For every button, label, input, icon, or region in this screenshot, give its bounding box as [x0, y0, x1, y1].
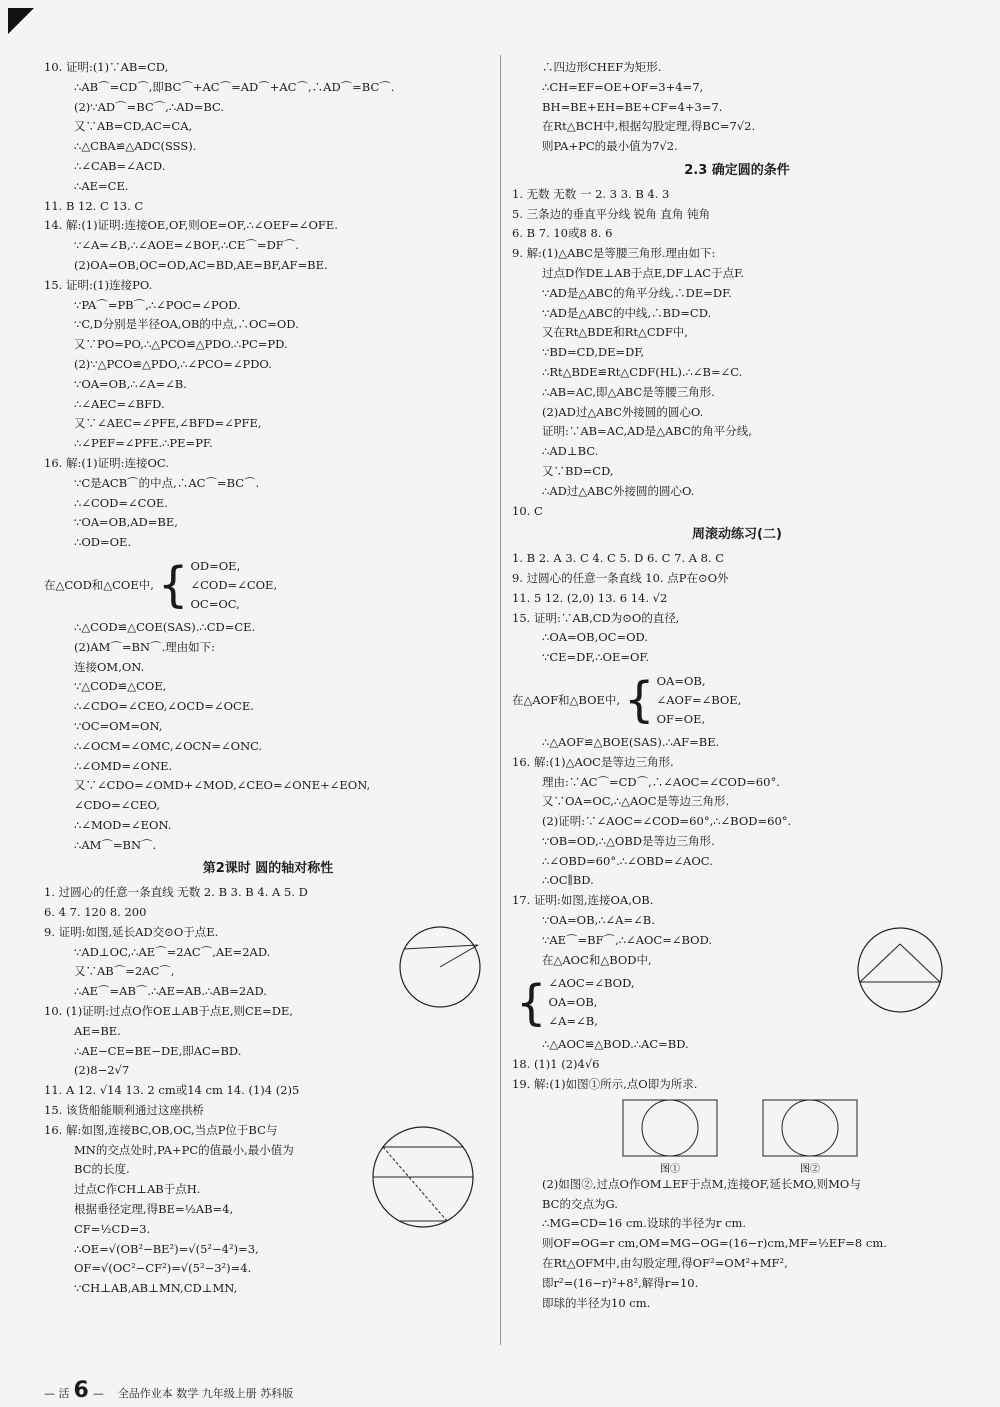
section-heading: 2.3 确定圆的条件 [684, 162, 790, 178]
text-line: 又∵∠AEC=∠PFE,∠BFD=∠PFE, [74, 416, 262, 431]
text-line: ∵AD是△ABC的中线,∴BD=CD. [542, 305, 712, 320]
brace-icon: { [624, 672, 655, 729]
text-line: 过点D作DE⊥AB于点E,DF⊥AC于点F. [542, 265, 744, 280]
text-line: ∵C是ACB⌒的中点,∴AC⌒=BC⌒. [74, 475, 260, 490]
text-line: ∵PA⌒=PB⌒,∴∠POC=∠POD. [74, 297, 241, 312]
text-line: 11. 5 12. (2,0) 13. 6 14. √2 [512, 590, 668, 605]
text-line: ∴CH=EF=OE+OF=3+4=7, [542, 79, 704, 94]
figure-label-2: 图② [800, 1164, 820, 1175]
text-line: ∵△COD≌△COE, [74, 679, 167, 694]
text-line: 在△AOC和△BOD中, [542, 952, 652, 967]
text-line: OA=OB, [548, 995, 598, 1010]
text-line: ∴AM⌒=BN⌒. [74, 837, 157, 852]
text-line: ∠COD=∠COE, [190, 577, 278, 592]
text-line: ∴AE⌒=AB⌒.∴AE=AB.∴AB=2AD. [74, 984, 267, 999]
brace-icon: { [516, 974, 547, 1031]
text-line: ∴AB=AC,即△ABC是等腰三角形. [542, 384, 715, 399]
text-line: 16. 解:(1)△AOC是等边三角形. [512, 754, 674, 769]
figure-rect-2 [755, 1090, 865, 1175]
brace-intro: 在△AOF和△BOE中, [512, 692, 621, 707]
text-line: ∵CH⊥AB,AB⊥MN,CD⊥MN, [74, 1281, 238, 1296]
text-line: 19. 解:(1)如图①所示,点O即为所求. [512, 1077, 698, 1092]
text-line: OF=√(OC²−CF²)=√(5²−3²)=4. [74, 1261, 252, 1276]
text-line: ∴△AOF≌△BOE(SAS).∴AF=BE. [542, 734, 720, 749]
text-line: ∵CE=DF,∴OE=OF. [542, 650, 650, 665]
brace-icon: { [157, 557, 189, 614]
text-line: 9. 解:(1)△ABC是等腰三角形.理由如下: [512, 246, 716, 261]
figure-label-1: 图① [660, 1164, 680, 1175]
brace-group-right [512, 672, 962, 729]
text-line: 16. 解:(1)证明:连接OC. [44, 455, 169, 470]
figure-space [512, 1095, 962, 1175]
text-line: OA=OB, [656, 673, 706, 688]
text-line: ∴AB⌒=CD⌒,即BC⌒+AC⌒=AD⌒+AC⌒,∴AD⌒=BC⌒. [74, 79, 395, 94]
text-line: ∵∠A=∠B,∴∠AOE=∠BOF,∴CE⌒=DF⌒. [74, 238, 299, 253]
text-line: 11. B 12. C 13. C [44, 198, 144, 213]
text-line: ∴AD⊥BC. [542, 444, 599, 459]
brace-group-left [44, 557, 492, 614]
text-line: 又∵OA=OC,∴△AOC是等边三角形. [542, 794, 730, 809]
page-number: 6 [73, 1378, 89, 1403]
text-line: BH=BE+EH=BE+CF=4+3=7. [542, 99, 723, 114]
text-line: ∠AOC=∠BOD, [548, 976, 635, 991]
text-line: ∴四边形CHEF为矩形. [542, 60, 662, 74]
text-line: 又在Rt△BDE和Rt△CDF中, [542, 325, 688, 340]
text-line: (2)OA=OB,OC=OD,AC=BD,AE=BF,AF=BE. [74, 257, 328, 272]
book-title: 全品作业本 数学 九年级上册 苏科版 [117, 1387, 294, 1400]
text-line: ∴OC∥BD. [542, 873, 594, 888]
left-column [44, 58, 492, 1299]
text-line: (2)∵△PCO≌△PDO,∴∠PCO=∠PDO. [74, 356, 272, 371]
figure-circle-9 [392, 915, 492, 1025]
text-line: 即r²=(16−r)²+8²,解得r=10. [542, 1275, 699, 1290]
text-line: ∠A=∠B, [548, 1014, 598, 1029]
text-line: (2)8−2√7 [74, 1063, 130, 1078]
text-line: ∵C,D分别是半径OA,OB的中点,∴OC=OD. [74, 317, 299, 332]
text-line: BC的长度. [74, 1162, 130, 1177]
footer-suffix: — [92, 1387, 104, 1400]
figure-circle-16 [365, 1115, 485, 1240]
text-line: 9. 证明:如图,延长AD交⊙O于点E. [44, 924, 219, 939]
text-line: 15. 证明:(1)连接PO. [44, 277, 153, 292]
text-line: ∴△CBA≌△ADC(SSS). [74, 139, 197, 154]
text-line: ∵OC=OM=ON, [74, 718, 163, 733]
text-line: 17. 证明:如图,连接OA,OB. [512, 893, 654, 908]
page-footer [44, 1378, 293, 1403]
text-line: ∴∠MOD=∠EON. [74, 817, 172, 832]
text-line: ∴∠CAB=∠ACD. [74, 158, 166, 173]
text-line: 证明:∵AB=AC,AD是△ABC的角平分线, [542, 424, 752, 439]
text-line: ∠AOF=∠BOE, [656, 692, 742, 707]
text-line: ∴AE−CE=BE−DE,即AC=BD. [74, 1043, 242, 1058]
text-line: ∵AE⌒=BF⌒,∴∠AOC=∠BOD. [542, 932, 713, 947]
text-line: 10. (1)证明:过点O作OE⊥AB于点E,则CE=DE, [44, 1004, 294, 1019]
text-line: 则OF=OG=r cm,OM=MG−OG=(16−r)cm,MF=½EF=8 cm. [542, 1236, 887, 1251]
text-line: 理由:∵AC⌒=CD⌒,∴∠AOC=∠COD=60°. [542, 774, 780, 789]
text-line: ∴OD=OE. [74, 535, 132, 550]
text-line: ∴MG=CD=16 cm.设球的半径为r cm. [542, 1216, 747, 1231]
text-line: 在Rt△OFM中,由勾股定理,得OF²=OM²+MF², [542, 1256, 788, 1271]
text-line: (2)如图②,过点O作OM⊥EF于点M,连接OF,延长MO,则MO与 [542, 1176, 861, 1191]
text-line: ∠CDO=∠CEO, [74, 798, 160, 813]
text-line: 1. B 2. A 3. C 4. C 5. D 6. C 7. A 8. C [512, 551, 725, 566]
section-heading: 周滚动练习(二) [692, 527, 782, 543]
section-heading: 第2课时 圆的轴对称性 [202, 861, 334, 877]
text-line: 连接OM,ON. [74, 659, 145, 674]
text-line: 根据垂径定理,得BE=½AB=4, [74, 1202, 234, 1217]
text-line: ∵AD是△ABC的角平分线,∴DE=DF. [542, 285, 732, 300]
text-line: 10. 证明:(1)∵AB=CD, [44, 60, 169, 74]
text-line: ∴∠OBD=60°.∴∠OBD=∠AOC. [542, 853, 713, 868]
text-line: 10. C [512, 503, 543, 518]
text-line: (2)∵AD⌒=BC⌒,∴AD=BC. [74, 99, 225, 114]
text-line: ∵OB=OD,∴△OBD是等边三角形. [542, 833, 715, 848]
text-line: 11. A 12. √14 13. 2 cm或14 cm 14. (1)4 (2)5 [44, 1083, 300, 1098]
text-line: OF=OE, [656, 711, 706, 726]
text-line: 在Rt△BCH中,根据勾股定理,得BC=7√2. [542, 119, 756, 134]
text-line: ∵BD=CD,DE=DF, [542, 345, 645, 360]
text-line: 18. (1)1 (2)4√6 [512, 1057, 600, 1072]
text-line: AE=BE. [74, 1023, 121, 1038]
corner-mark [8, 8, 34, 34]
text-line: ∵OA=OB,AD=BE, [74, 515, 178, 530]
text-line: 14. 解:(1)证明:连接OE,OF,则OE=OF,∴∠OEF=∠OFE. [44, 218, 338, 233]
figure-rect-1 [615, 1090, 725, 1175]
text-line: 又∵AB⌒=2AC⌒, [74, 964, 175, 979]
text-line: OD=OE, [190, 558, 241, 573]
text-line: ∴△COD≌△COE(SAS).∴CD=CE. [74, 619, 256, 634]
text-line: ∴Rt△BDE≌Rt△CDF(HL).∴∠B=∠C. [542, 364, 743, 379]
text-line: 1. 无数 无数 一 2. 3 3. B 4. 3 [512, 186, 670, 201]
text-line: (2)AD过△ABC外接圆的圆心O. [542, 404, 704, 419]
column-divider [500, 55, 501, 1345]
text-line: MN的交点处时,PA+PC的值最小,最小值为 [74, 1142, 294, 1157]
text-line: 1. 过圆心的任意一条直线 无数 2. B 3. B 4. A 5. D [44, 885, 308, 900]
text-line: ∵AD⊥OC,∴AE⌒=2AC⌒,AE=2AD. [74, 944, 271, 959]
text-line: 又∵PO=PO,∴△PCO≌△PDO.∴PC=PD. [74, 337, 288, 352]
text-line: ∴OE=√(OB²−BE²)=√(5²−4²)=3, [74, 1241, 259, 1256]
text-line: ∵OA=OB,∴∠A=∠B. [542, 913, 655, 928]
text-line: ∴AE=CE. [74, 178, 129, 193]
text-line: ∵OA=OB,∴∠A=∠B. [74, 376, 187, 391]
text-line: 又∵BD=CD, [542, 463, 614, 478]
right-column [512, 58, 962, 1313]
text-line: ∴OA=OB,OC=OD. [542, 630, 648, 645]
text-line: ∴∠COD=∠COE. [74, 495, 168, 510]
text-line: 16. 解:如图,连接BC,OB,OC,当点P位于BC与 [44, 1122, 278, 1137]
text-line: 6. 4 7. 120 8. 200 [44, 905, 147, 920]
text-line: (2)证明:∵∠AOC=∠COD=60°,∴∠BOD=60°. [542, 814, 792, 829]
text-line: ∴∠OCM=∠OMC,∠OCN=∠ONC. [74, 738, 263, 753]
text-line: 15. 该货船能顺利通过这座拱桥 [44, 1103, 204, 1118]
figure-circle-17 [850, 920, 950, 1030]
text-line: 则PA+PC的最小值为7√2. [542, 139, 678, 154]
text-line: 5. 三条边的垂直平分线 锐角 直角 钝角 [512, 206, 711, 221]
text-line: ∴AD过△ABC外接圆的圆心O. [542, 483, 695, 498]
brace-intro: 在△COD和△COE中, [44, 577, 154, 592]
text-line: 15. 证明:∵AB,CD为⊙O的直径, [512, 610, 680, 625]
text-line: 又∵AB=CD,AC=CA, [74, 119, 193, 134]
text-line: ∴∠CDO=∠CEO,∠OCD=∠OCE. [74, 699, 254, 714]
text-line: 9. 过圆心的任意一条直线 10. 点P在⊙O外 [512, 570, 729, 585]
text-line: ∴∠AEC=∠BFD. [74, 396, 165, 411]
footer-prefix: — 活 [44, 1387, 70, 1400]
text-line: CF=½CD=3. [74, 1221, 151, 1236]
text-line: (2)AM⌒=BN⌒.理由如下: [74, 639, 216, 654]
text-line: ∴∠PEF=∠PFE.∴PE=PF. [74, 436, 213, 451]
text-line: BC的交点为G. [542, 1196, 618, 1211]
text-line: OC=OC, [190, 596, 240, 611]
text-line: ∴∠OMD=∠ONE. [74, 758, 173, 773]
text-line: ∴△AOC≌△BOD.∴AC=BD. [542, 1037, 689, 1052]
text-line: 过点C作CH⊥AB于点H. [74, 1182, 201, 1197]
text-line: 6. B 7. 10或8 8. 6 [512, 226, 613, 241]
text-line: 即球的半径为10 cm. [542, 1295, 651, 1310]
text-line: 又∵∠CDO=∠OMD+∠MOD,∠CEO=∠ONE+∠EON, [74, 778, 371, 793]
